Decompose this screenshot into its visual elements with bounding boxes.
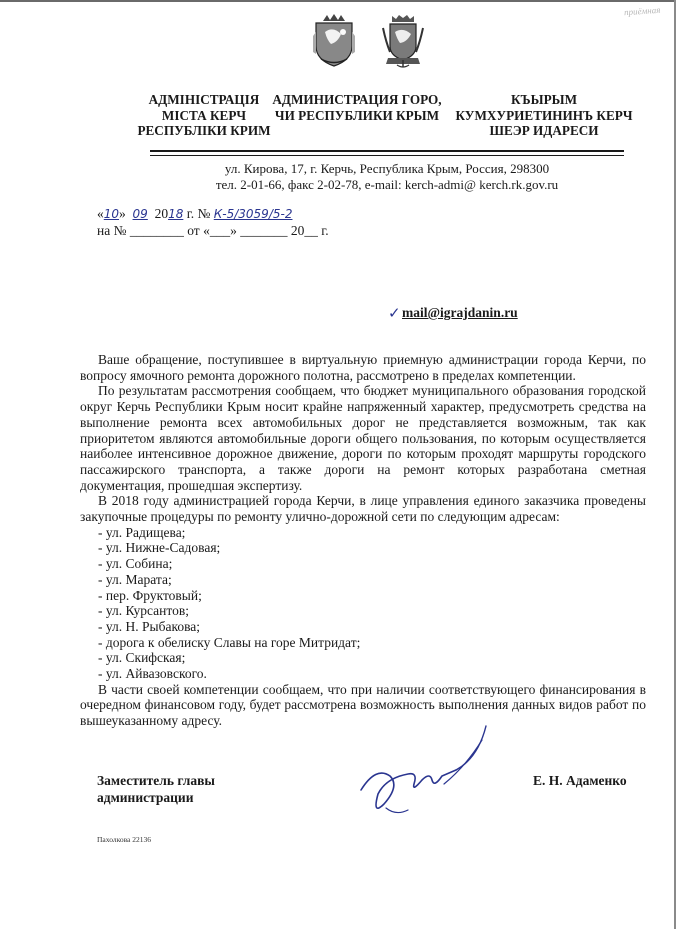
signatory-name: Е. Н. Адаменко — [533, 773, 627, 788]
list-item: - ул. Радищева; — [98, 524, 186, 540]
list-item: - пер. Фруктовый; — [98, 587, 202, 603]
close-quote: » — [119, 206, 126, 221]
reg-number: К-5/3059/5-2 — [213, 207, 293, 221]
recipient-email: mail@igrajdanin.ru — [402, 305, 518, 320]
paragraph-1: Ваше обращение, поступившее в виртуальную приемную администрации города Керчи, по вопросу ямочного ремонта дорожного полотна, рассмотрено в пределах компетенции. — [80, 352, 646, 383]
list-item: - ул. Нижне-Садовая; — [98, 540, 221, 556]
paragraph-4: В части своей компетенции сообщаем, что при наличии соответствующего финансирования в очередном финансовом году, будет рассмотрена возможность выполнения данных видов работ по вышеуказанному адресу. — [80, 681, 646, 729]
kerch-coat-of-arms-icon — [380, 12, 426, 68]
paragraph-3: В 2018 году администрацией города Керчи, в лице управления единого заказчика проведены закупочные процедуры по ремонту улично-дорожной сети по следующим адресам: — [80, 493, 646, 525]
header-divider-thin — [150, 155, 624, 156]
position-line: Заместитель главы — [97, 773, 215, 788]
reg-month: 09 — [132, 207, 148, 221]
incoming-reference: на № ________ от «___» _______ 20__ г. — [97, 223, 329, 238]
header-right-line: КУМХУРИЕТИНИНЪ КЕРЧ — [455, 107, 633, 123]
header-crimean-tatar-name — [446, 92, 642, 139]
list-item: - ул. Н. Рыбакова; — [98, 618, 201, 634]
reg-day: 10 — [103, 207, 120, 221]
header-left-line: РЕСПУБЛІКИ КРИМ — [137, 123, 271, 138]
header-mid-line: ЧИ РЕСПУБЛИКИ КРЫМ — [274, 107, 440, 123]
contact-info: тел. 2-01-66, факс 2-02-78, e-mail: kerch-admi@ kerch.rk.gov.ru — [215, 177, 559, 192]
list-item: - дорога к обелиску Славы на горе Митридат; — [98, 634, 361, 650]
header-left-line: МІСТА КЕРЧ — [161, 107, 247, 123]
list-item: - ул. Курсантов; — [98, 603, 189, 619]
list-item: - ул. Айвазовского. — [98, 666, 207, 682]
check-mark-icon: ✓ — [388, 306, 401, 322]
position-line: администрации — [97, 790, 194, 805]
list-item: - ул. Скифская; — [98, 650, 186, 666]
reg-number-label: г. № — [186, 206, 211, 221]
list-item: - ул. Марата; — [98, 571, 172, 587]
reg-year-suffix: 18 — [168, 207, 184, 221]
letter-body — [80, 352, 646, 729]
corner-handwritten-note: приёмная — [623, 4, 661, 18]
header-right-line: ШЕЭР ИДАРЕСИ — [489, 123, 599, 138]
postal-address: ул. Кирова, 17, г. Керчь, Республика Крым, Россия, 298300 — [224, 161, 550, 176]
registration-date-number — [97, 206, 292, 222]
header-left-line: АДМІНІСТРАЦІЯ — [148, 92, 260, 107]
header-right-line: КЪЫРЫМ — [510, 92, 578, 107]
open-quote: « — [97, 206, 104, 221]
reg-year-prefix: 20 — [154, 206, 169, 221]
list-item: - ул. Собина; — [98, 556, 173, 572]
signatory-position — [97, 772, 215, 806]
streets-list — [80, 525, 646, 682]
executor-note: Пахолкова 22136 — [97, 835, 152, 844]
crimea-coat-of-arms-icon — [311, 12, 357, 68]
scan-border-top — [0, 0, 676, 2]
header-russian-name — [252, 92, 462, 123]
paragraph-2: По результатам рассмотрения сообщаем, что бюджет муниципального образования городской округ Керчь Республики Крым носит крайне напряженный характер, предусмотреть средства на выполнение ремонта всех автомобильных дорог не представляется возможным, так как приоритетом являются автомобильные дороги общего пользования, по которым осуществляется наиболее интенсивное дорожное движение, дороги по которым проходят маршруты городского пассажирского транспорта, а также дороги на ремонт которых разработана сметная документация, прошедшая экспертизу. — [80, 383, 646, 493]
header-divider-thick — [150, 150, 624, 152]
handwritten-signature — [356, 718, 506, 828]
header-mid-line: АДМИНИСТРАЦИЯ ГОРО, — [272, 92, 442, 107]
